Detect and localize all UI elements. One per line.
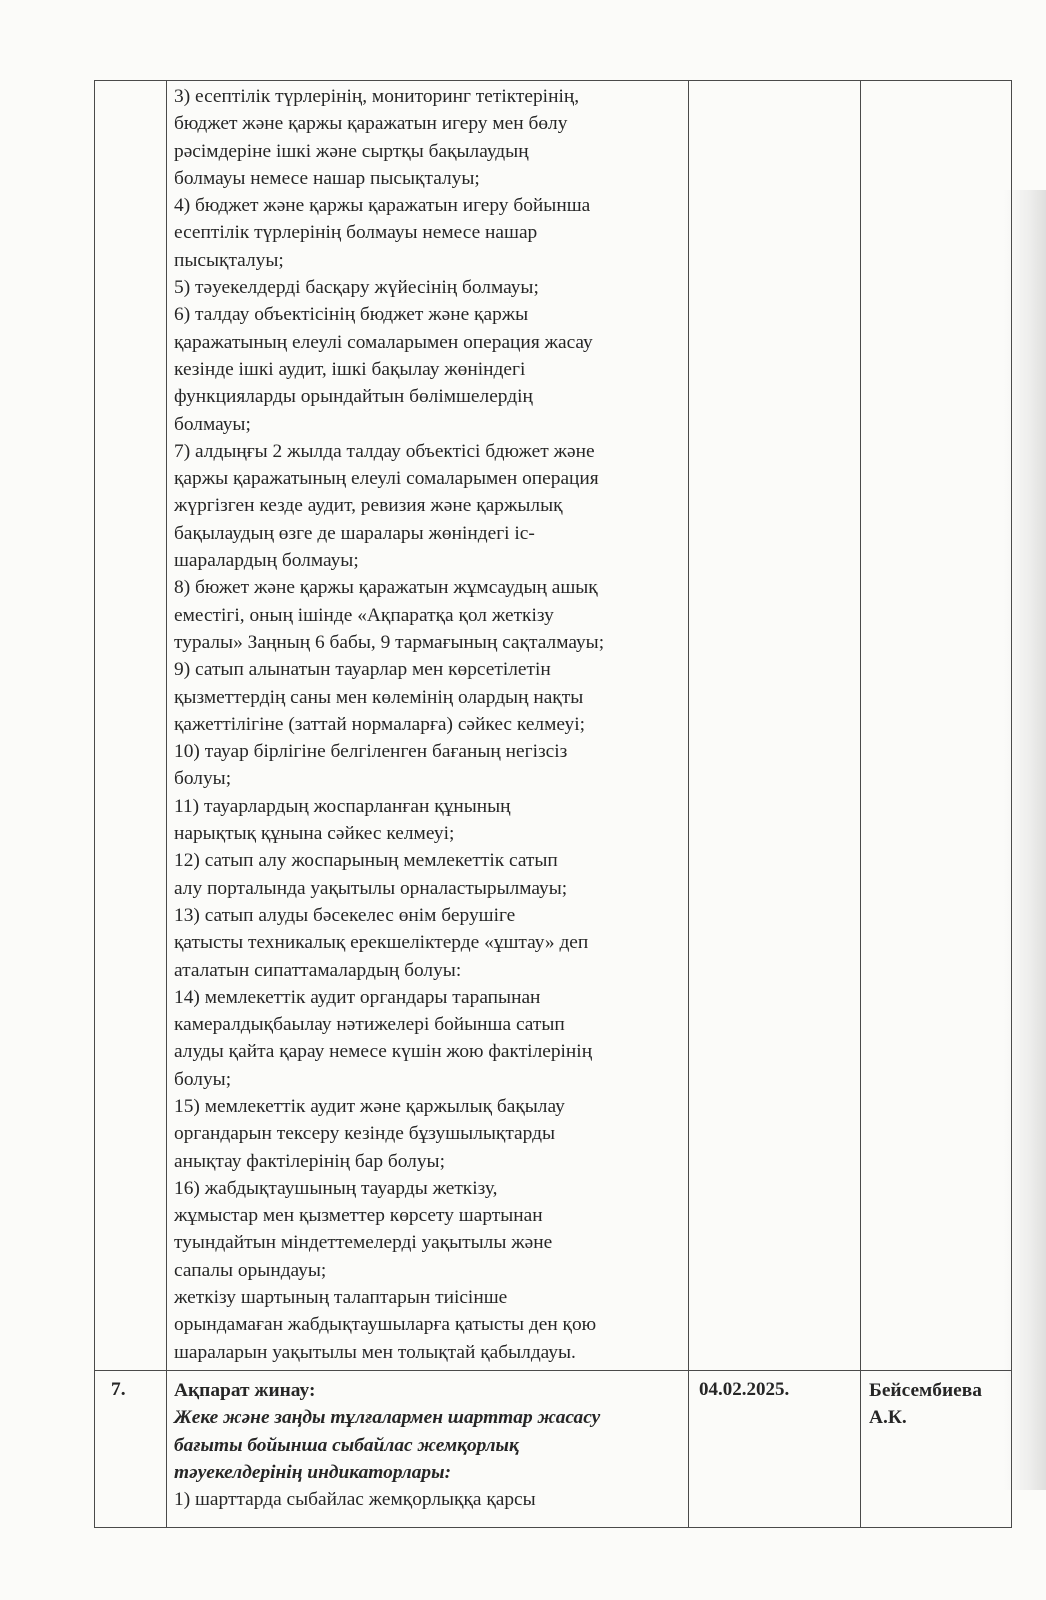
text-line: жұмыстар мен қызметтер көрсету шартынан	[174, 1205, 543, 1227]
description-text	[167, 81, 688, 1366]
text-line: туындайтын міндеттемелерді уақытылы және	[174, 1232, 553, 1254]
text-line: сапалы орындауы;	[174, 1259, 327, 1281]
text-line: болуы;	[174, 1068, 232, 1090]
text-line: болмауы немесе нашар пысықталуы;	[174, 167, 480, 189]
action-plan-table	[94, 80, 1012, 1528]
text-line: 7) алдыңғы 2 жылда талдау объектісі бдюжет және	[174, 440, 595, 462]
text-line: болуы;	[174, 768, 232, 790]
text-line: бақылаудың өзге де шаралары жөніндегі іс-	[174, 522, 535, 544]
text-line: 13) сатып алуды бәсекелес өнім берушіге	[174, 904, 516, 926]
responsible-cell	[861, 81, 1012, 1371]
date-cell	[689, 81, 861, 1371]
text-line: 12) сатып алу жоспарының мемлекеттік сатып	[174, 850, 558, 872]
text-line: функцияларды орындайтын бөлімшелердің	[174, 386, 533, 408]
description-cell	[167, 81, 689, 1371]
text-line: есептілік түрлерінің болмауы немесе нашар	[174, 222, 538, 244]
responsible-surname: Бейсембиева	[869, 1380, 982, 1401]
text-line: камералдықбаылау нәтижелері бойынша сатып	[174, 1014, 565, 1036]
text-line: қажеттілігіне (заттай нормаларға) сәйкес келмеуі;	[174, 713, 585, 735]
text-line: туралы» Заңның 6 бабы, 9 тармағының сақталмауы;	[174, 631, 605, 653]
deadline-date: 04.02.2025.	[699, 1379, 790, 1400]
text-line: кезінде ішкі аудит, ішкі бақылау жөніндегі	[174, 358, 526, 380]
responsible-person	[861, 1371, 1011, 1432]
text-line: 11) тауарлардың жоспарланған құнының	[174, 795, 511, 817]
section-heading: Ақпарат жинау:	[174, 1380, 316, 1401]
text-line: болмауы;	[174, 413, 251, 435]
table-row	[95, 1371, 1012, 1528]
list-items	[174, 1486, 682, 1513]
text-line: нарықтық құнына сәйкес келмеуі;	[174, 823, 455, 845]
description-text	[167, 1371, 688, 1513]
date-cell	[689, 1371, 861, 1528]
text-line: қаржы қаражатының елеулі сомаларымен операция	[174, 468, 599, 490]
text-line: 6) талдау объектісінің бюджет және қаржы	[174, 304, 529, 326]
text-line: бюджет және қаржы қаражатын игеру мен бөлу	[174, 113, 568, 135]
text-line: анықтау фактілерінің бар болуы;	[174, 1150, 445, 1172]
text-line: тәуекелдерінің индикаторлары:	[174, 1461, 452, 1483]
text-line: органдарын тексеру кезінде бұзушылықтарды	[174, 1123, 555, 1145]
text-line: 9) сатып алынатын тауарлар мен көрсетілетін	[174, 659, 551, 681]
text-line: жеткізу шартының талаптарын тиісінше	[174, 1287, 508, 1309]
responsible-person	[861, 81, 1011, 87]
number-cell	[95, 1371, 167, 1528]
text-line: 8) бюжет және қаржы қаражатын жұмсаудың ашық	[174, 577, 598, 599]
responsible-cell	[861, 1371, 1012, 1528]
text-line: қаражатының елеулі сомаларымен операция жасау	[174, 331, 593, 353]
text-line: 16) жабдықтаушының тауарды жеткізу,	[174, 1177, 498, 1199]
text-line: еместігі, оның ішінде «Ақпаратқа қол жеткізу	[174, 604, 554, 626]
text-line: рәсімдеріне ішкі және сыртқы бақылаудың	[174, 140, 529, 162]
description-cell	[167, 1371, 689, 1528]
text-line: аталатын сипаттамалардың болуы:	[174, 959, 462, 981]
text-line: алуды қайта қарау немесе күшін жою фактілерінің	[174, 1041, 593, 1063]
deadline-date	[689, 81, 860, 89]
text-line: шараларын уақытылы мен толықтай қабылдауы.	[174, 1341, 576, 1363]
text-line: 5) тәуекелдерді басқару жүйесінің болмауы;	[174, 277, 539, 299]
table-row	[95, 81, 1012, 1371]
text-line: 15) мемлекеттік аудит және қаржылық бақылау	[174, 1095, 565, 1117]
italic-subheading	[174, 1404, 682, 1486]
number-cell	[95, 81, 167, 1371]
text-line: бағыты бойынша сыбайлас жемқорлық	[174, 1434, 519, 1456]
text-line: алу порталында уақытылы орналастырылмауы;	[174, 877, 568, 899]
text-line: қатысты техникалық ерекшеліктерде «ұштау» деп	[174, 932, 589, 954]
responsible-initials: А.К.	[869, 1407, 907, 1429]
text-line: 3) есептілік түрлерінің, мониторинг тетіктерінің,	[174, 86, 580, 107]
text-line: 14) мемлекеттік аудит органдары тарапынан	[174, 986, 541, 1008]
row-number	[95, 81, 166, 89]
text-line: орындамаған жабдықтаушыларға қатысты ден қою	[174, 1314, 597, 1336]
text-line: қызметтердің саны мен көлемінің олардың нақты	[174, 686, 584, 708]
text-line: 1) шарттарда сыбайлас жемқорлыққа қарсы	[174, 1489, 536, 1511]
text-line: 10) тауар бірлігіне белгіленген бағаның негізсіз	[174, 741, 568, 763]
text-line: жүргізген кезде аудит, ревизия және қаржылық	[174, 495, 563, 517]
text-line: пысықталуы;	[174, 249, 284, 271]
text-line: шаралардың болмауы;	[174, 550, 359, 572]
row-number: 7.	[111, 1379, 126, 1400]
text-line: 4) бюджет және қаржы қаражатын игеру бойынша	[174, 195, 591, 217]
text-line: Жеке және заңды тұлғалармен шарттар жасасу	[174, 1407, 601, 1429]
